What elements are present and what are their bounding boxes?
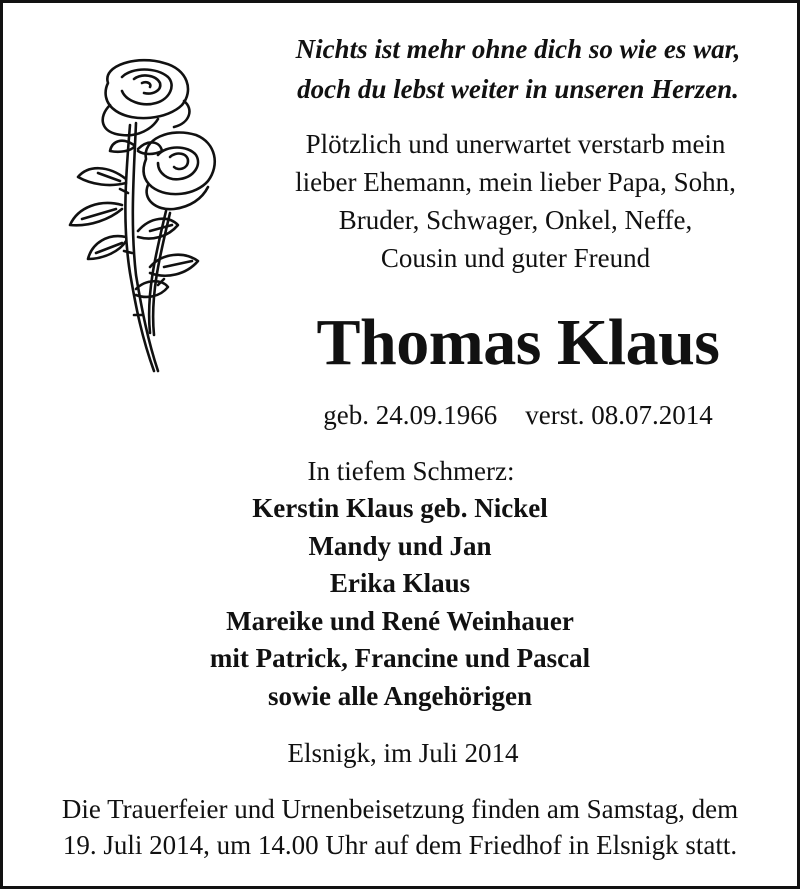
- ceremony-line: 19. Juli 2014, um 14.00 Uhr auf dem Friedhof in Elsnigk statt.: [62, 830, 738, 860]
- announcement-line: lieber Ehemann, mein lieber Papa, Sohn,: [295, 167, 736, 197]
- mourning-label: In tiefem Schmerz:: [307, 456, 515, 486]
- announcement-line: Cousin und guter Freund: [380, 243, 651, 273]
- mourner-name: Kerstin Klaus geb. Nickel: [252, 493, 548, 523]
- announcement-line: Bruder, Schwager, Onkel, Neffe,: [338, 205, 693, 235]
- deceased-name: Thomas Klaus: [316, 306, 720, 379]
- mourner-name: sowie alle Angehörigen: [268, 680, 532, 711]
- ceremony-info: [13, 791, 787, 863]
- death-date: verst. 08.07.2014: [525, 400, 713, 430]
- mourner-name: Erika Klaus: [329, 568, 471, 598]
- life-dates: [253, 397, 783, 433]
- motto-line: doch du lebst weiter in unseren Herzen.: [297, 74, 739, 104]
- motto-line: Nichts ist mehr ohne dich so wie es war,: [295, 34, 741, 64]
- place-and-date: Elsnigk, im Juli 2014: [287, 738, 519, 768]
- motto: [258, 29, 778, 109]
- mourner-name: mit Patrick, Francine und Pascal: [209, 643, 591, 673]
- mourning-label-row: [3, 453, 800, 489]
- announcement-text: [248, 125, 783, 277]
- ceremony-line: Die Trauerfeier und Urnenbeisetzung finden am Samstag, dem: [61, 794, 739, 824]
- mourner-name: Mareike und René Weinhauer: [226, 605, 574, 636]
- birth-date: geb. 24.09.1966: [323, 400, 498, 430]
- mourners-list: [3, 490, 797, 715]
- rose-illustration-icon: [38, 53, 228, 383]
- mourner-name: Mandy und Jan: [308, 530, 492, 561]
- announcement-line: Plötzlich und unerwartet verstarb mein: [305, 129, 726, 159]
